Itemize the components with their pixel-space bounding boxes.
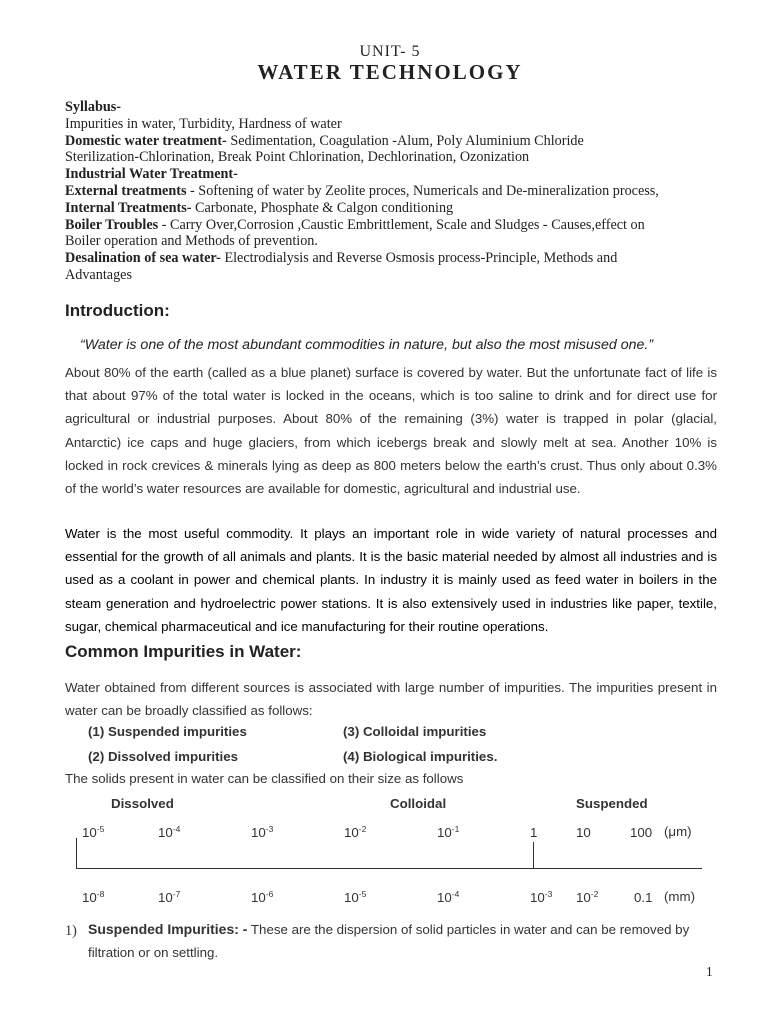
document-title: WATER TECHNOLOGY — [257, 60, 523, 84]
scale-bottom-tick: $10^{-2}$ — [576, 889, 599, 905]
syllabus-line: Advantages — [65, 266, 132, 283]
size-classification-intro: The solids present in water can be classified on their size as follows — [65, 771, 464, 786]
scale-bottom-tick: $10^{-7}$ — [158, 889, 181, 905]
impurity-type-dissolved: (2) Dissolved impurities — [88, 749, 238, 764]
scale-category-colloidal: Colloidal — [390, 796, 447, 811]
syllabus-line: Boiler Troubles - Carry Over,Corrosion ,Caustic Embrittlement, Scale and Sludges - Causes,effect on — [65, 216, 645, 233]
impurity-type-biological: (4) Biological impurities. — [343, 749, 498, 764]
item-number: 1) — [65, 923, 77, 939]
scale-top-tick: $10^{-1}$ — [437, 824, 460, 840]
syllabus-line: External treatments - Softening of water by Zeolite proces, Numericals and De-mineralization process, — [65, 182, 659, 199]
syllabus-line: Industrial Water Treatment- — [65, 166, 238, 183]
scale-top-tick: $10^{-3}$ — [251, 824, 274, 840]
scale-top-tick: 100 — [630, 825, 653, 840]
introduction-heading: Introduction: — [65, 301, 170, 320]
syllabus-line: Internal Treatments- Carbonate, Phosphate & Calgon conditioning — [65, 199, 454, 216]
syllabus-block — [65, 99, 735, 284]
scale-bottom-tick: $10^{-8}$ — [82, 889, 105, 905]
scale-category-suspended: Suspended — [576, 796, 648, 811]
introduction-paragraph-2: Water is the most useful commodity. It plays an important role in wide variety of natural processes and essential for the growth of all animals and plants. It is the basic material needed by almost all industries and is used as a coolant in power and chemical plants. In industry it is mainly used as feed water in boilers in the steam generation and hydroelectric power stations. It is also extensively used in industries like paper, textile, sugar, chemical pharmaceutical and ice manufacturing for their routine operations. — [65, 526, 717, 634]
scale-bottom-unit: (mm) — [664, 889, 696, 904]
impurity-type-colloidal: (3) Colloidal impurities — [343, 724, 487, 739]
unit-label: UNIT- 5 — [359, 43, 421, 60]
scale-bottom-tick: $10^{-4}$ — [437, 889, 460, 905]
page-number: 1 — [706, 964, 713, 979]
scale-bottom-tick: $10^{-5}$ — [344, 889, 367, 905]
impurity-type-suspended: (1) Suspended impurities — [88, 724, 247, 739]
scale-bottom-tick: 0.1 — [634, 890, 653, 905]
scale-top-tick: 1 — [530, 825, 538, 840]
scale-category-dissolved: Dissolved — [111, 796, 174, 811]
syllabus-line: Impurities in water, Turbidity, Hardness of water — [65, 115, 342, 132]
impurities-paragraph: Water obtained from different sources is associated with large number of impurities. The impurities present in water can be broadly classified as follows: — [65, 680, 717, 719]
scale-bottom-tick: $10^{-3}$ — [530, 889, 553, 905]
scale-top-tick: $10^{-5}$ — [82, 824, 105, 840]
scale-left-tick-mark — [76, 838, 77, 869]
scale-top-tick: $10^{-4}$ — [158, 824, 181, 840]
syllabus-line: Boiler operation and Methods of prevention. — [65, 233, 318, 250]
scale-top-tick: $10^{-2}$ — [344, 824, 367, 840]
syllabus-line: Sterilization-Chlorination, Break Point Chlorination, Dechlorination, Ozonization — [65, 149, 530, 166]
syllabus-heading: Syllabus- — [65, 99, 121, 115]
scale-top-tick: 10 — [576, 825, 591, 840]
suspended-impurities-text: Suspended Impurities: - These are the dispersion of solid particles in water and can be removed by filtration or on settling. — [88, 921, 690, 961]
introduction-quote: “Water is one of the most abundant commodities in nature, but also the most misused one.” — [80, 337, 654, 353]
suspended-impurities-title: Suspended Impurities: - — [88, 921, 248, 937]
suspended-impurities-item — [65, 918, 725, 964]
syllabus-line: Desalination of sea water- Electrodialysis and Reverse Osmosis process-Principle, Methods and — [65, 250, 618, 267]
scale-mid-tick-mark — [533, 842, 534, 869]
scale-bottom-tick: $10^{-6}$ — [251, 889, 274, 905]
syllabus-line: Domestic water treatment- Sedimentation, Coagulation -Alum, Poly Aluminium Chloride — [65, 132, 584, 149]
impurities-heading: Common Impurities in Water: — [65, 642, 302, 661]
introduction-paragraph-1: About 80% of the earth (called as a blue planet) surface is covered by water. But the unfortunate fact of life is that about 97% of the total water is locked in the oceans, which is too saline to drink and for direct use for agricultural or industrial purposes. About 80% of the remaining (3%) water is trapped in polar (glacial, Antarctic) ice caps and huge glaciers, from which icebergs break and slowly melt at sea. Another 10% is locked in rock crevices & minerals lying as deep as 800 meters below the earth’s crust. Thus only about 0.3% of the world’s water resources are available for domestic, agricultural and industrial use. — [65, 365, 717, 497]
scale-axis-line — [76, 868, 702, 869]
scale-top-unit: (μm) — [664, 824, 692, 839]
